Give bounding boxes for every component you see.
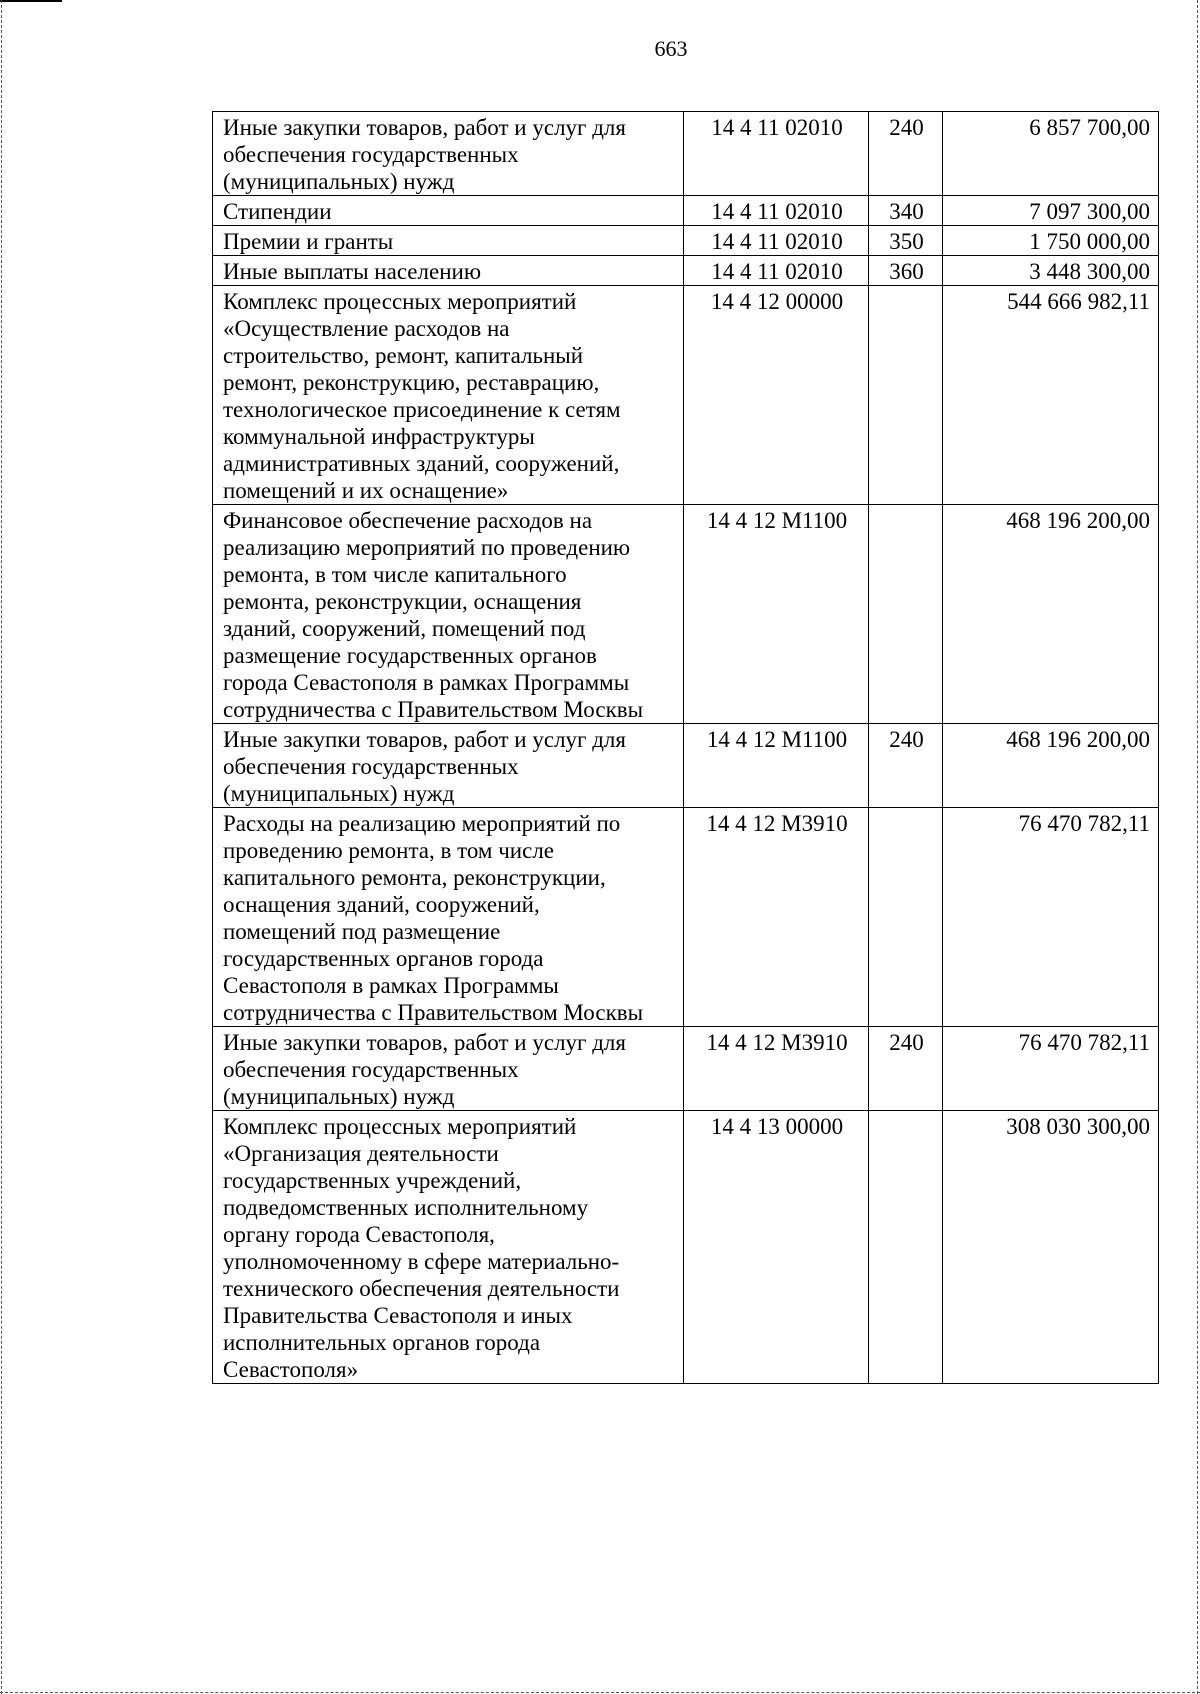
expense-type-cell bbox=[869, 808, 943, 1027]
amount-cell: 544 666 982,11 bbox=[943, 286, 1159, 505]
expense-name-line: капитального ремонта, реконструкции, bbox=[223, 865, 606, 890]
expense-name-line: Финансовое обеспечение расходов на bbox=[223, 508, 593, 533]
expense-name-line: оснащения зданий, сооружений, bbox=[223, 892, 540, 917]
target-article-code-cell: 14 4 11 02010 bbox=[684, 196, 869, 226]
expense-name-cell bbox=[213, 196, 684, 226]
expense-name-line: исполнительных органов города bbox=[223, 1330, 541, 1355]
table-row bbox=[213, 1111, 1159, 1384]
expense-name-line: (муниципальных) нужд bbox=[223, 169, 455, 194]
expense-type-cell: 240 bbox=[869, 724, 943, 808]
expense-name-line: Премии и гранты bbox=[223, 229, 394, 254]
expense-name-line: Стипендии bbox=[223, 199, 332, 224]
expense-name-line: ремонт, реконструкцию, реставрацию, bbox=[223, 370, 600, 395]
expense-name-line: Севастополя» bbox=[223, 1357, 359, 1382]
expense-name-line: помещений и их оснащение» bbox=[223, 478, 509, 503]
expense-name-line: государственных учреждений, bbox=[223, 1168, 522, 1193]
target-article-code-cell: 14 4 13 00000 bbox=[684, 1111, 869, 1384]
expense-type-cell: 340 bbox=[869, 196, 943, 226]
expense-name-cell bbox=[213, 112, 684, 196]
expense-name-cell bbox=[213, 808, 684, 1027]
expense-name-line: государственных органов города bbox=[223, 946, 544, 971]
expense-name-cell bbox=[213, 505, 684, 724]
expense-type-cell bbox=[869, 286, 943, 505]
expense-type-cell: 240 bbox=[869, 112, 943, 196]
expense-name-line: города Севастополя в рамках Программы bbox=[223, 670, 630, 695]
expense-name-line: Иные закупки товаров, работ и услуг для bbox=[223, 1030, 626, 1055]
page-number: 663 bbox=[654, 36, 688, 61]
expense-name-line: помещений под размещение bbox=[223, 919, 501, 944]
expense-name-line: Расходы на реализацию мероприятий по bbox=[223, 811, 621, 836]
expense-name-line: реализацию мероприятий по проведению bbox=[223, 535, 631, 560]
target-article-code-cell: 14 4 11 02010 bbox=[684, 256, 869, 286]
table-row bbox=[213, 112, 1159, 196]
expense-name-line: обеспечения государственных bbox=[223, 754, 519, 779]
table-row bbox=[213, 1027, 1159, 1111]
expense-name-line: размещение государственных органов bbox=[223, 643, 597, 668]
expense-name-line: сотрудничества с Правительством Москвы bbox=[223, 1000, 644, 1025]
expense-name-line: «Организация деятельности bbox=[223, 1141, 499, 1166]
scan-border-right bbox=[1197, 0, 1198, 1694]
expense-type-cell: 360 bbox=[869, 256, 943, 286]
expense-name-line: Иные закупки товаров, работ и услуг для bbox=[223, 727, 626, 752]
expense-name-line: органу города Севастополя, bbox=[223, 1222, 495, 1247]
expense-name-line: (муниципальных) нужд bbox=[223, 781, 455, 806]
table-row bbox=[213, 256, 1159, 286]
budget-table-body bbox=[213, 112, 1159, 1384]
amount-cell: 308 030 300,00 bbox=[943, 1111, 1159, 1384]
amount-cell: 468 196 200,00 bbox=[943, 505, 1159, 724]
expense-name-cell bbox=[213, 724, 684, 808]
amount-cell: 7 097 300,00 bbox=[943, 196, 1159, 226]
budget-table bbox=[212, 111, 1159, 1384]
expense-name-line: уполномоченному в сфере материально- bbox=[223, 1249, 620, 1274]
expense-name-line: Иные выплаты населению bbox=[223, 259, 481, 284]
expense-type-cell: 240 bbox=[869, 1027, 943, 1111]
expense-name-line: Комплекс процессных мероприятий bbox=[223, 289, 577, 314]
target-article-code-cell: 14 4 11 02010 bbox=[684, 112, 869, 196]
expense-name-line: ремонта, в том числе капитального bbox=[223, 562, 567, 587]
expense-name-line: Севастополя в рамках Программы bbox=[223, 973, 559, 998]
expense-name-line: строительство, ремонт, капитальный bbox=[223, 343, 584, 368]
amount-cell: 468 196 200,00 bbox=[943, 724, 1159, 808]
target-article-code-cell: 14 4 12 М3910 bbox=[684, 808, 869, 1027]
expense-name-line: (муниципальных) нужд bbox=[223, 1084, 455, 1109]
table-row bbox=[213, 724, 1159, 808]
expense-name-cell bbox=[213, 1027, 684, 1111]
target-article-code-cell: 14 4 12 М3910 bbox=[684, 1027, 869, 1111]
expense-name-line: ремонта, реконструкции, оснащения bbox=[223, 589, 582, 614]
expense-name-cell bbox=[213, 256, 684, 286]
target-article-code-cell: 14 4 11 02010 bbox=[684, 226, 869, 256]
expense-name-line: коммунальной инфраструктуры bbox=[223, 424, 535, 449]
expense-name-line: обеспечения государственных bbox=[223, 1057, 519, 1082]
expense-name-line: сотрудничества с Правительством Москвы bbox=[223, 697, 644, 722]
target-article-code-cell: 14 4 12 00000 bbox=[684, 286, 869, 505]
expense-type-cell: 350 bbox=[869, 226, 943, 256]
expense-name-cell bbox=[213, 226, 684, 256]
expense-name-line: технологическое присоединение к сетям bbox=[223, 397, 621, 422]
amount-cell: 76 470 782,11 bbox=[943, 808, 1159, 1027]
expense-name-line: подведомственных исполнительному bbox=[223, 1195, 589, 1220]
scan-border-left bbox=[1, 0, 2, 1694]
table-row bbox=[213, 286, 1159, 505]
table-row bbox=[213, 505, 1159, 724]
expense-name-cell bbox=[213, 286, 684, 505]
expense-name-line: проведению ремонта, в том числе bbox=[223, 838, 555, 863]
table-row bbox=[213, 808, 1159, 1027]
expense-name-line: «Осуществление расходов на bbox=[223, 316, 510, 341]
amount-cell: 76 470 782,11 bbox=[943, 1027, 1159, 1111]
amount-cell: 6 857 700,00 bbox=[943, 112, 1159, 196]
scan-border-bottom bbox=[0, 1692, 1200, 1693]
expense-name-line: обеспечения государственных bbox=[223, 142, 519, 167]
expense-type-cell bbox=[869, 1111, 943, 1384]
table-row bbox=[213, 196, 1159, 226]
expense-type-cell bbox=[869, 505, 943, 724]
target-article-code-cell: 14 4 12 М1100 bbox=[684, 505, 869, 724]
expense-name-line: зданий, сооружений, помещений под bbox=[223, 616, 586, 641]
expense-name-line: технического обеспечения деятельности bbox=[223, 1276, 620, 1301]
table-row bbox=[213, 226, 1159, 256]
target-article-code-cell: 14 4 12 М1100 bbox=[684, 724, 869, 808]
expense-name-line: Иные закупки товаров, работ и услуг для bbox=[223, 115, 626, 140]
amount-cell: 3 448 300,00 bbox=[943, 256, 1159, 286]
expense-name-cell bbox=[213, 1111, 684, 1384]
expense-name-line: административных зданий, сооружений, bbox=[223, 451, 620, 476]
scan-edge-mark bbox=[0, 0, 62, 2]
amount-cell: 1 750 000,00 bbox=[943, 226, 1159, 256]
expense-name-line: Комплекс процессных мероприятий bbox=[223, 1114, 577, 1139]
expense-name-line: Правительства Севастополя и иных bbox=[223, 1303, 573, 1328]
